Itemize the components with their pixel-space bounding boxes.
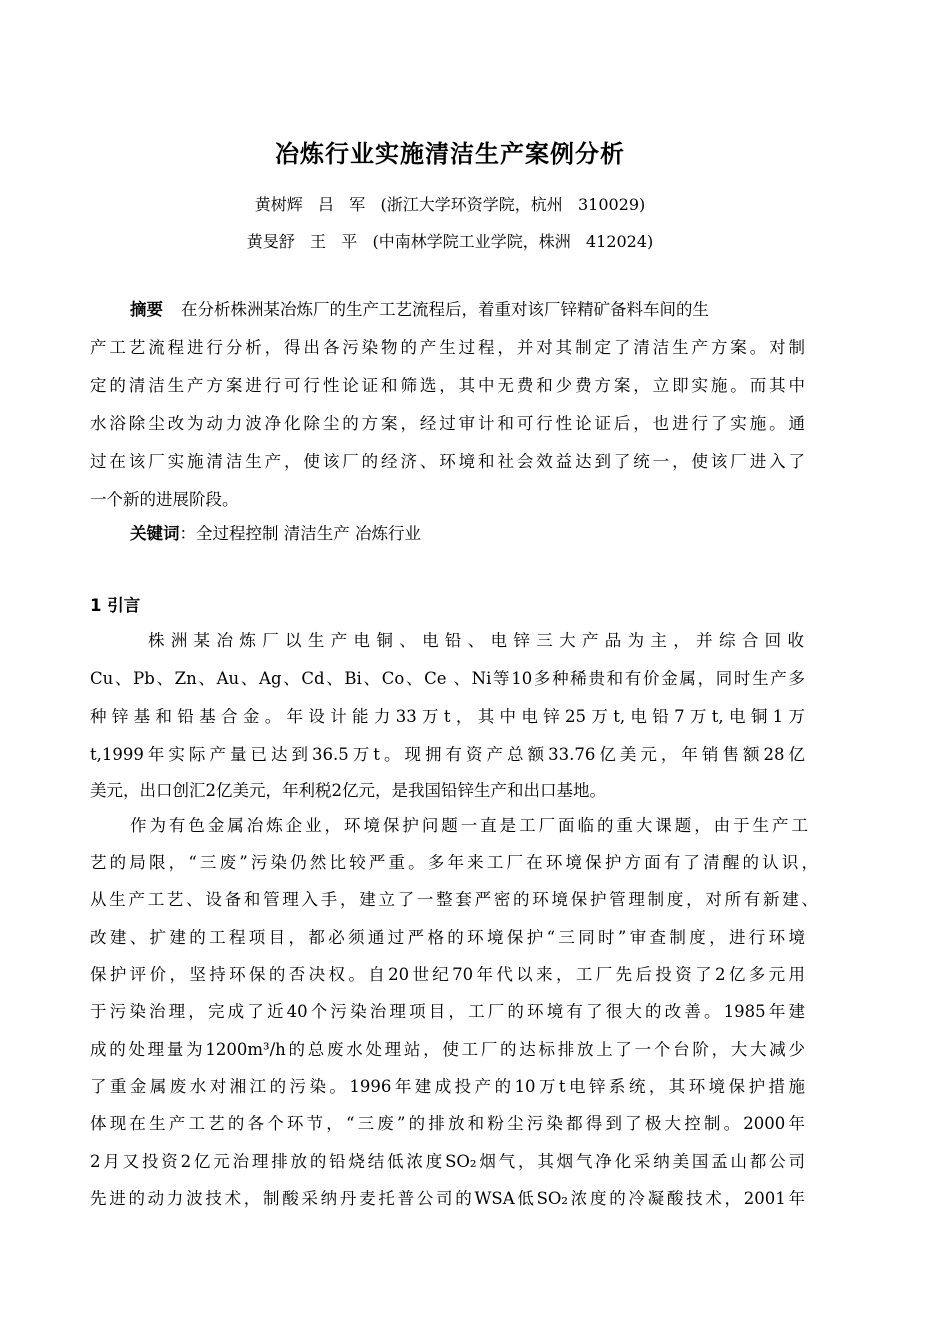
body-text-line: 艺的局限，“三废”污染仍然比较严重。多年来工厂在环境保护方面有了清醒的认识， <box>90 853 818 872</box>
author-line-2: 黄旻舒 王 平 (中南林学院工业学院，株洲 412024) <box>246 232 654 251</box>
body-text-line: 成的处理量为1200m³/h的总废水处理站，使工厂的达标排放上了一个台阶，大大减少 <box>90 1040 805 1059</box>
body-text-line: 改建、扩建的工程项目，都必须通过严格的环境保护“三同时”审查制度，进行环境 <box>90 928 805 947</box>
body-text-line: 美元，出口创汇2亿美元，年利税2亿元，是我国铅锌生产和出口基地。 <box>90 781 606 800</box>
keywords-line <box>130 522 860 546</box>
abstract-text-line: 过在该厂实施清洁生产，使该厂的经济、环境和社会效益达到了统一，使该厂进入了 <box>90 452 805 471</box>
body-text-line: 保护评价，坚持环保的否决权。自20世纪70年代以来，工厂先后投资了2亿多元用 <box>90 965 805 984</box>
abstract-text-line: 定的清洁生产方案进行可行性论证和筛选，其中无费和少费方案，立即实施。而其中 <box>90 376 805 395</box>
abstract-text-line: 一个新的进展阶段。 <box>90 490 239 509</box>
body-text-line: 2月又投资2亿元治理排放的铅烧结低浓度SO₂烟气，其烟气净化采纳美国孟山都公司 <box>90 1152 805 1171</box>
body-text-line: 作为有色金属冶炼企业，环境保护问题一直是工厂面临的重大课题，由于生产工 <box>130 816 808 835</box>
keywords-label: 关键词 <box>130 524 180 543</box>
body-text-line: 先进的动力波技术，制酸采纳丹麦托普公司的WSA低SO₂浓度的冷凝酸技术，2001年 <box>90 1189 805 1208</box>
abstract-text-line: 产工艺流程进行分析，得出各污染物的产生过程，并对其制定了清洁生产方案。对制 <box>90 338 805 357</box>
body-text-line: Cu、Pb、Zn、Au、Ag、Cd、Bi、Co、Ce 、Ni等10多种稀贵和有价金属，同时生产多 <box>90 669 805 688</box>
author-line-1: 黄树辉 吕 军 (浙江大学环资学院，杭州 310029) <box>254 195 646 214</box>
body-text-line: t,1999年实际产量已达到36.5万t。现拥有资产总额33.76亿美元，年销售额28亿 <box>90 745 805 764</box>
body-text-line: 于污染治理，完成了近40个污染治理项目，工厂的环境有了很大的改善。1985年建 <box>90 1002 805 1021</box>
body-text-line: 种锌基和铅基合金。年设计能力33万t，其中电锌25万t,电铅7万t,电铜1万 <box>90 707 805 726</box>
body-text-line: 体现在生产工艺的各个环节，“三废”的排放和粉尘污染都得到了极大控制。2000年 <box>90 1114 805 1133</box>
body-text-line: 了重金属废水对湘江的污染。1996年建成投产的10万t电锌系统，其环境保护措施 <box>90 1077 805 1096</box>
abstract-text-line: 在分析株洲某冶炼厂的生产工艺流程后，着重对该厂锌精矿备料车间的生 <box>181 300 709 319</box>
paper-title: 冶炼行业实施清洁生产案例分析 <box>275 140 625 168</box>
abstract-first-line <box>130 298 805 322</box>
body-text-line: 从生产工艺、设备和管理入手，建立了一整套严密的环境保护管理制度，对所有新建、 <box>90 890 818 909</box>
section-heading: 1 引言 <box>90 596 141 615</box>
abstract-label: 摘要 <box>130 300 163 319</box>
abstract-text-line: 水浴除尘改为动力波净化除尘的方案，经过审计和可行性论证后，也进行了实施。通 <box>90 414 805 433</box>
keywords-text: ：全过程控制 清洁生产 冶炼行业 <box>179 524 421 543</box>
body-text-line: 株洲某冶炼厂以生产电铜、电铅、电锌三大产品为主，并综合回收 <box>148 631 806 650</box>
